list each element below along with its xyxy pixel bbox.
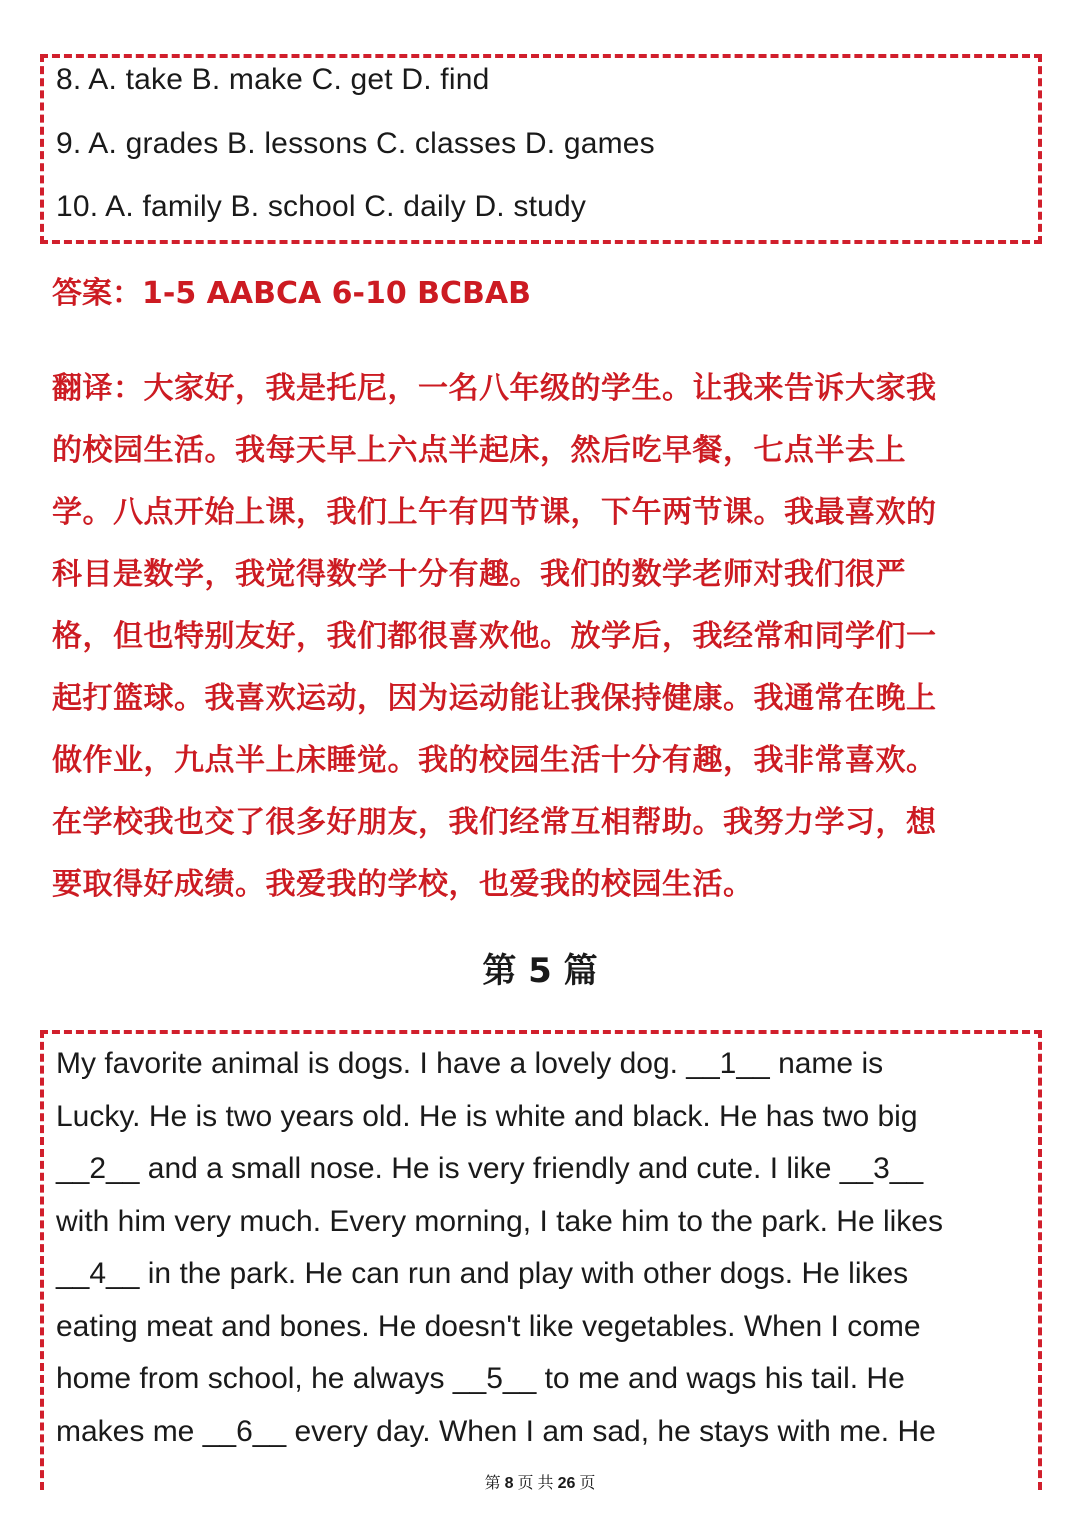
footer-middle: 页 共 (517, 1475, 554, 1492)
translation-line: 科目是数学，我觉得数学十分有趣。我们的数学老师对我们很严 (52, 557, 906, 592)
current-page-number: 8 (504, 1475, 514, 1492)
passage-line: with him very much. Every morning, I take him to the park. He likes (56, 1204, 943, 1238)
answer-key: 答案：1-5 AABCA 6-10 BCBAB (52, 276, 531, 311)
translation-line: 学。八点开始上课，我们上午有四节课，下午两节课。我最喜欢的 (52, 495, 937, 530)
passage-line: makes me __6__ every day. When I am sad, he stays with me. He (56, 1414, 936, 1448)
passage-line: Lucky. He is two years old. He is white and black. He has two big (56, 1099, 918, 1133)
passage-line: __2__ and a small nose. He is very friendly and cute. I like __3__ (56, 1152, 924, 1185)
option-line-8: 8. A. take B. make C. get D. find (56, 63, 490, 96)
passage-line: eating meat and bones. He doesn't like vegetables. When I come (56, 1309, 921, 1343)
passage-box (40, 1030, 1042, 1490)
footer-prefix: 第 (484, 1475, 501, 1492)
translation-line: 在学校我也交了很多好朋友，我们经常互相帮助。我努力学习，想 (52, 805, 937, 840)
passage-line: My favorite animal is dogs. I have a lovely dog. __1__ name is (56, 1047, 884, 1080)
total-page-count: 26 (557, 1475, 576, 1492)
footer-suffix: 页 (579, 1475, 596, 1492)
translation-paragraph (52, 358, 1012, 916)
translation-line: 起打篮球。我喜欢运动，因为运动能让我保持健康。我通常在晚上 (52, 681, 937, 716)
options-box (40, 54, 1042, 244)
translation-line: 要取得好成绩。我爱我的学校，也爱我的校园生活。 (52, 867, 754, 902)
passage-line: __4__ in the park. He can run and play with other dogs. He likes (56, 1257, 909, 1290)
passage-line: home from school, he always __5__ to me and wags his tail. He (56, 1362, 905, 1395)
translation-line: 格，但也特别友好，我们都很喜欢他。放学后，我经常和同学们一 (52, 619, 937, 654)
option-line-10: 10. A. family B. school C. daily D. study (56, 190, 587, 223)
translation-line: 的校园生活。我每天早上六点半起床，然后吃早餐，七点半去上 (52, 433, 906, 468)
page-footer (0, 1472, 1080, 1496)
translation-line: 翻译：大家好，我是托尼，一名八年级的学生。让我来告诉大家我 (52, 371, 937, 406)
option-line-9: 9. A. grades B. lessons C. classes D. games (56, 127, 655, 160)
translation-line: 做作业，九点半上床睡觉。我的校园生活十分有趣，我非常喜欢。 (52, 743, 937, 778)
cloze-passage (56, 1038, 1031, 1458)
section-title: 第 5 篇 (482, 951, 598, 991)
